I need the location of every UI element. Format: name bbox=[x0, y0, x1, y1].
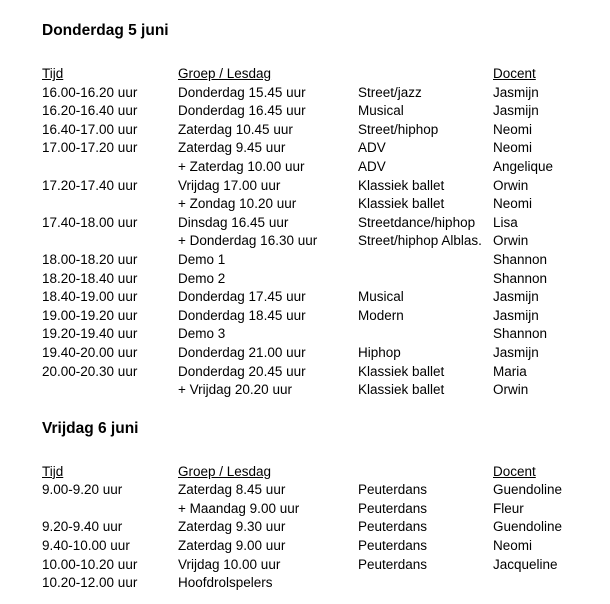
style-cell bbox=[358, 251, 493, 270]
group-cell: Donderdag 18.45 uur bbox=[178, 307, 306, 323]
style-cell: Klassiek ballet bbox=[358, 382, 445, 398]
schedule-row bbox=[42, 518, 602, 537]
column-header-stijl bbox=[358, 65, 493, 84]
style-cell: Peuterdans bbox=[358, 519, 428, 535]
schedule-row bbox=[42, 158, 602, 177]
group-cell: Zaterdag 9.45 uur bbox=[178, 140, 286, 156]
time-cell: 19.00-19.20 uur bbox=[42, 307, 138, 323]
teacher-cell: Shannon bbox=[493, 251, 548, 267]
teacher-cell: Jacqueline bbox=[493, 556, 558, 572]
table-body bbox=[42, 84, 602, 400]
column-header-tijd: Tijd bbox=[42, 66, 64, 81]
teacher-cell: Orwin bbox=[493, 382, 529, 398]
schedule-row bbox=[42, 481, 602, 500]
teacher-cell: Orwin bbox=[493, 233, 529, 249]
style-cell: Street/jazz bbox=[358, 84, 422, 100]
teacher-cell: Orwin bbox=[493, 177, 529, 193]
group-cell: + Donderdag 16.30 uur bbox=[178, 233, 318, 249]
schedule-row bbox=[42, 139, 602, 158]
teacher-cell: Guendoline bbox=[493, 519, 563, 535]
column-header-groep: Groep / Lesdag bbox=[178, 66, 272, 81]
schedule-row bbox=[42, 325, 602, 344]
group-cell: Zaterdag 10.45 uur bbox=[178, 121, 293, 137]
schedule-row bbox=[42, 574, 602, 593]
schedule-row bbox=[42, 556, 602, 575]
table-header-row bbox=[42, 65, 602, 84]
style-cell: Musical bbox=[358, 103, 404, 119]
time-cell bbox=[42, 232, 178, 251]
group-cell: Vrijdag 10.00 uur bbox=[178, 556, 281, 572]
time-cell: 17.20-17.40 uur bbox=[42, 177, 138, 193]
teacher-cell: Neomi bbox=[493, 121, 533, 137]
style-cell: Streetdance/hiphop bbox=[358, 214, 476, 230]
time-cell: 9.00-9.20 uur bbox=[42, 482, 123, 498]
schedule-row bbox=[42, 307, 602, 326]
column-header-docent: Docent bbox=[493, 463, 536, 479]
group-cell: + Zaterdag 10.00 uur bbox=[178, 158, 305, 174]
time-cell: 9.20-9.40 uur bbox=[42, 519, 123, 535]
style-cell: Peuterdans bbox=[358, 482, 428, 498]
section-vrijdag bbox=[42, 419, 602, 593]
schedule-row bbox=[42, 102, 602, 121]
time-cell: 10.00-10.20 uur bbox=[42, 556, 138, 572]
table-body bbox=[42, 481, 602, 593]
teacher-cell: Guendoline bbox=[493, 482, 563, 498]
time-cell: 19.40-20.00 uur bbox=[42, 344, 138, 360]
group-cell: + Vrijdag 20.20 uur bbox=[178, 382, 292, 398]
teacher-cell: Jasmijn bbox=[493, 84, 539, 100]
style-cell: Peuterdans bbox=[358, 538, 428, 554]
teacher-cell: Neomi bbox=[493, 140, 533, 156]
schedule-table bbox=[42, 65, 602, 400]
group-cell: Demo 1 bbox=[178, 251, 226, 267]
group-cell: Dinsdag 16.45 uur bbox=[178, 214, 289, 230]
time-cell: 10.20-12.00 uur bbox=[42, 575, 138, 591]
schedule-row bbox=[42, 270, 602, 289]
time-cell bbox=[42, 381, 178, 400]
teacher-cell: Shannon bbox=[493, 270, 548, 286]
style-cell bbox=[358, 270, 493, 289]
style-cell bbox=[358, 325, 493, 344]
section-heading: Vrijdag 6 juni bbox=[42, 419, 139, 437]
style-cell: Klassiek ballet bbox=[358, 363, 445, 379]
section-heading: Donderdag 5 juni bbox=[42, 22, 169, 39]
group-cell: Donderdag 17.45 uur bbox=[178, 289, 306, 305]
schedule-row bbox=[42, 84, 602, 103]
group-cell: Zaterdag 9.30 uur bbox=[178, 519, 286, 535]
group-cell: Donderdag 15.45 uur bbox=[178, 84, 306, 100]
group-cell: Hoofdrolspelers bbox=[178, 575, 273, 591]
time-cell: 18.00-18.20 uur bbox=[42, 251, 138, 267]
schedule-row bbox=[42, 500, 602, 519]
section-donderdag bbox=[42, 21, 602, 400]
schedule-row bbox=[42, 177, 602, 196]
teacher-cell bbox=[493, 574, 602, 593]
time-cell bbox=[42, 500, 178, 519]
schedule-row bbox=[42, 121, 602, 140]
schedule-row bbox=[42, 381, 602, 400]
group-cell: Donderdag 20.45 uur bbox=[178, 363, 306, 379]
group-cell: + Zondag 10.20 uur bbox=[178, 196, 297, 212]
group-cell: Vrijdag 17.00 uur bbox=[178, 177, 281, 193]
style-cell: Musical bbox=[358, 289, 404, 305]
schedule-table bbox=[42, 463, 602, 593]
schedule-row bbox=[42, 537, 602, 556]
style-cell: Klassiek ballet bbox=[358, 196, 445, 212]
teacher-cell: Shannon bbox=[493, 326, 548, 342]
time-cell: 17.00-17.20 uur bbox=[42, 140, 138, 156]
style-cell: Peuterdans bbox=[358, 500, 428, 516]
style-cell: Modern bbox=[358, 307, 404, 323]
group-cell: Demo 2 bbox=[178, 270, 226, 286]
teacher-cell: Jasmijn bbox=[493, 289, 539, 305]
style-cell bbox=[358, 574, 493, 593]
schedule-row bbox=[42, 344, 602, 363]
time-cell: 17.40-18.00 uur bbox=[42, 214, 138, 230]
time-cell bbox=[42, 195, 178, 214]
teacher-cell: Jasmijn bbox=[493, 103, 539, 119]
style-cell: Street/hiphop Alblas. bbox=[358, 233, 482, 249]
time-cell: 18.40-19.00 uur bbox=[42, 289, 138, 305]
teacher-cell: Neomi bbox=[493, 196, 533, 212]
time-cell bbox=[42, 158, 178, 177]
time-cell: 16.40-17.00 uur bbox=[42, 121, 138, 137]
time-cell: 20.00-20.30 uur bbox=[42, 363, 138, 379]
teacher-cell: Neomi bbox=[493, 538, 533, 554]
schedule-row bbox=[42, 288, 602, 307]
style-cell: Hiphop bbox=[358, 344, 401, 360]
group-cell: + Maandag 9.00 uur bbox=[178, 500, 300, 516]
table-header-row bbox=[42, 463, 602, 482]
style-cell: Peuterdans bbox=[358, 556, 428, 572]
group-cell: Demo 3 bbox=[178, 326, 226, 342]
style-cell: Street/hiphop bbox=[358, 121, 439, 137]
time-cell: 18.20-18.40 uur bbox=[42, 270, 138, 286]
schedule-row bbox=[42, 214, 602, 233]
schedule-row bbox=[42, 363, 602, 382]
column-header-stijl bbox=[358, 463, 493, 482]
teacher-cell: Angelique bbox=[493, 158, 554, 174]
column-header-docent: Docent bbox=[493, 66, 536, 81]
time-cell: 16.00-16.20 uur bbox=[42, 84, 138, 100]
schedule-row bbox=[42, 195, 602, 214]
schedule-row bbox=[42, 251, 602, 270]
column-header-groep: Groep / Lesdag bbox=[178, 463, 272, 479]
style-cell: Klassiek ballet bbox=[358, 177, 445, 193]
style-cell: ADV bbox=[358, 158, 386, 174]
time-cell: 19.20-19.40 uur bbox=[42, 326, 138, 342]
teacher-cell: Lisa bbox=[493, 214, 518, 230]
teacher-cell: Jasmijn bbox=[493, 307, 539, 323]
time-cell: 16.20-16.40 uur bbox=[42, 103, 138, 119]
schedule-row bbox=[42, 232, 602, 251]
teacher-cell: Fleur bbox=[493, 500, 524, 516]
style-cell: ADV bbox=[358, 140, 386, 156]
group-cell: Zaterdag 8.45 uur bbox=[178, 482, 286, 498]
group-cell: Zaterdag 9.00 uur bbox=[178, 538, 286, 554]
time-cell: 9.40-10.00 uur bbox=[42, 538, 130, 554]
group-cell: Donderdag 21.00 uur bbox=[178, 344, 306, 360]
teacher-cell: Jasmijn bbox=[493, 344, 539, 360]
column-header-tijd: Tijd bbox=[42, 463, 64, 479]
teacher-cell: Maria bbox=[493, 363, 527, 379]
group-cell: Donderdag 16.45 uur bbox=[178, 103, 306, 119]
